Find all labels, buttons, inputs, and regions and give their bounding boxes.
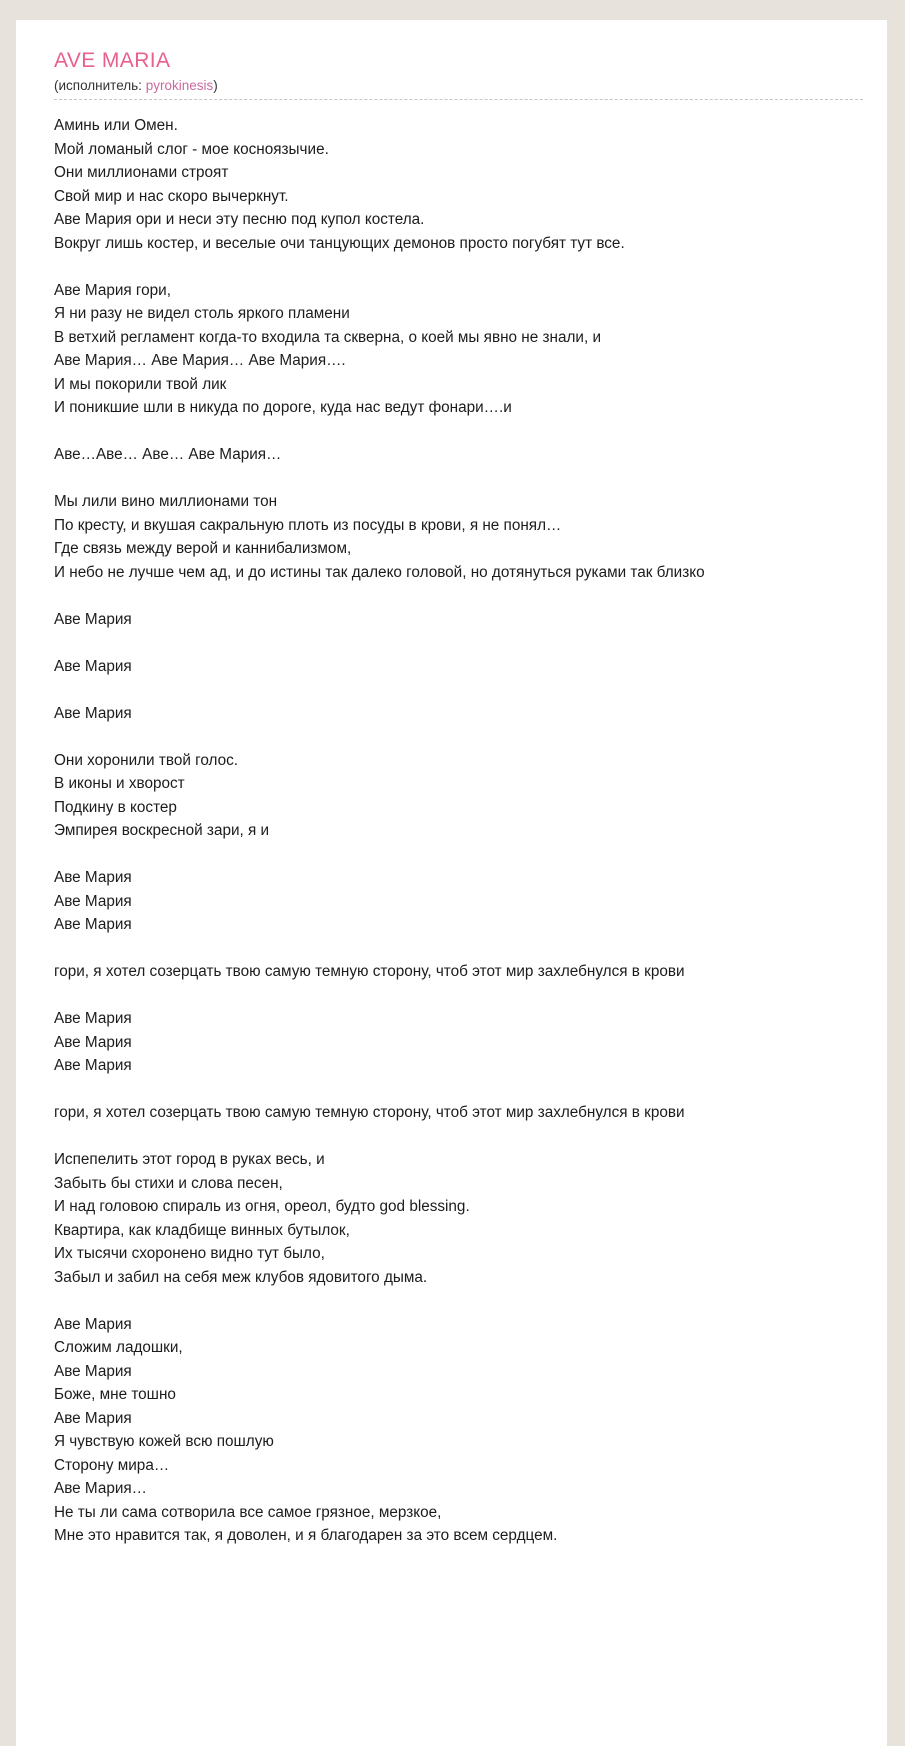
lyrics-line: Сложим ладошки, bbox=[54, 1339, 183, 1357]
lyrics-line: Эмпирея воскресной зари, я и bbox=[54, 822, 270, 840]
lyrics-line: Мне это нравится так, я доволен, и я благодарен за это всем сердцем. bbox=[54, 1527, 558, 1545]
lyrics-blank-line bbox=[54, 937, 863, 961]
lyrics-line: Аве Мария bbox=[54, 657, 132, 675]
lyrics-line: И небо не лучше чем ад, и до истины так далеко головой, но дотянуться руками так близко bbox=[54, 563, 705, 581]
lyrics-line: И мы покорили твой лик bbox=[54, 375, 227, 393]
divider bbox=[54, 99, 863, 100]
lyrics-line: гори, я хотел созерцать твою самую темную сторону, чтоб этот мир захлебнулся в крови bbox=[54, 963, 685, 981]
lyrics-line: Аве Мария bbox=[54, 1010, 132, 1028]
lyrics-text bbox=[54, 114, 863, 1548]
lyrics-line: Они миллионами строят bbox=[54, 164, 229, 182]
lyrics-line: Аве Мария bbox=[54, 704, 132, 722]
performer-prefix-label: (исполнитель: bbox=[54, 78, 146, 94]
lyrics-line: Где связь между верой и каннибализмом, bbox=[54, 540, 352, 558]
lyrics-line: Мой ломаный слог - мое косноязычие. bbox=[54, 140, 329, 158]
lyrics-line: Боже, мне тошно bbox=[54, 1386, 176, 1404]
lyrics-line: Квартира, как кладбище винных бутылок, bbox=[54, 1221, 350, 1239]
lyrics-line: И поникшие шли в никуда по дороге, куда нас ведут фонари….и bbox=[54, 399, 512, 417]
lyrics-blank-line bbox=[54, 1125, 863, 1149]
lyrics-line: Они хоронили твой голос. bbox=[54, 751, 239, 769]
lyrics-line: Я ни разу не видел столь яркого пламени bbox=[54, 305, 350, 323]
lyrics-line: И над головою спираль из огня, ореол, будто god blessing. bbox=[54, 1198, 470, 1216]
lyrics-line: Мы лили вино миллионами тон bbox=[54, 493, 278, 511]
lyrics-line: Аве Мария bbox=[54, 610, 132, 628]
lyrics-line: Аве Мария bbox=[54, 892, 132, 910]
performer-link[interactable]: pyrokinesis bbox=[145, 78, 214, 94]
lyrics-line: Испепелить этот город в руках весь, и bbox=[54, 1151, 325, 1169]
lyrics-line: Сторону мира… bbox=[54, 1456, 170, 1474]
lyrics-line: Аве Мария bbox=[54, 1409, 132, 1427]
page-title: AVE MARIA bbox=[54, 49, 171, 72]
lyrics-blank-line bbox=[54, 1078, 863, 1102]
lyrics-blank-line bbox=[54, 255, 863, 279]
lyrics-line: Аве Мария ори и неси эту песню под купол костела. bbox=[54, 211, 425, 229]
lyrics-line: Их тысячи схоронено видно тут было, bbox=[54, 1245, 325, 1263]
lyrics-line: Аве Мария bbox=[54, 1315, 132, 1333]
lyrics-line: Забыть бы стихи и слова песен, bbox=[54, 1174, 283, 1192]
lyrics-line: Аве Мария bbox=[54, 1033, 132, 1051]
lyrics-line: Вокруг лишь костер, и веселые очи танцующих демонов просто погубят тут все. bbox=[54, 234, 625, 252]
lyrics-line: Аве Мария bbox=[54, 869, 132, 887]
performer-line bbox=[54, 78, 863, 93]
lyrics-blank-line bbox=[54, 420, 863, 444]
performer-suffix-label: ) bbox=[213, 78, 218, 94]
lyrics-sheet bbox=[16, 20, 887, 1746]
lyrics-line: Аве Мария bbox=[54, 916, 132, 934]
lyrics-line: Аве Мария bbox=[54, 1362, 132, 1380]
lyrics-line: Аве Мария гори, bbox=[54, 281, 171, 299]
lyrics-blank-line bbox=[54, 467, 863, 491]
lyrics-line: Аве Мария… bbox=[54, 1480, 147, 1498]
lyrics-line: Аминь или Омен. bbox=[54, 117, 178, 135]
lyrics-line: В иконы и хворост bbox=[54, 775, 185, 793]
lyrics-line: Аве Мария… Аве Мария… Аве Мария…. bbox=[54, 352, 346, 370]
lyrics-line: В ветхий регламент когда-то входила та скверна, о коей мы явно не знали, и bbox=[54, 328, 601, 346]
lyrics-line: Подкину в костер bbox=[54, 798, 177, 816]
lyrics-blank-line bbox=[54, 678, 863, 702]
lyrics-line: Не ты ли сама сотворила все самое грязное, мерзкое, bbox=[54, 1503, 442, 1521]
lyrics-line: Я чувствую кожей всю пошлую bbox=[54, 1433, 274, 1451]
lyrics-blank-line bbox=[54, 631, 863, 655]
lyrics-blank-line bbox=[54, 984, 863, 1008]
lyrics-line: Свой мир и нас скоро вычеркнут. bbox=[54, 187, 289, 205]
lyrics-blank-line bbox=[54, 1289, 863, 1313]
lyrics-line: Аве Мария bbox=[54, 1057, 132, 1075]
lyrics-blank-line bbox=[54, 843, 863, 867]
lyrics-blank-line bbox=[54, 584, 863, 608]
lyrics-line: гори, я хотел созерцать твою самую темную сторону, чтоб этот мир захлебнулся в крови bbox=[54, 1104, 685, 1122]
lyrics-line: Аве…Аве… Аве… Аве Мария… bbox=[54, 446, 282, 464]
lyrics-line: Забыл и забил на себя меж клубов ядовитого дыма. bbox=[54, 1268, 428, 1286]
lyrics-line: По кресту, и вкушая сакральную плоть из посуды в крови, я не понял… bbox=[54, 516, 562, 534]
lyrics-blank-line bbox=[54, 725, 863, 749]
